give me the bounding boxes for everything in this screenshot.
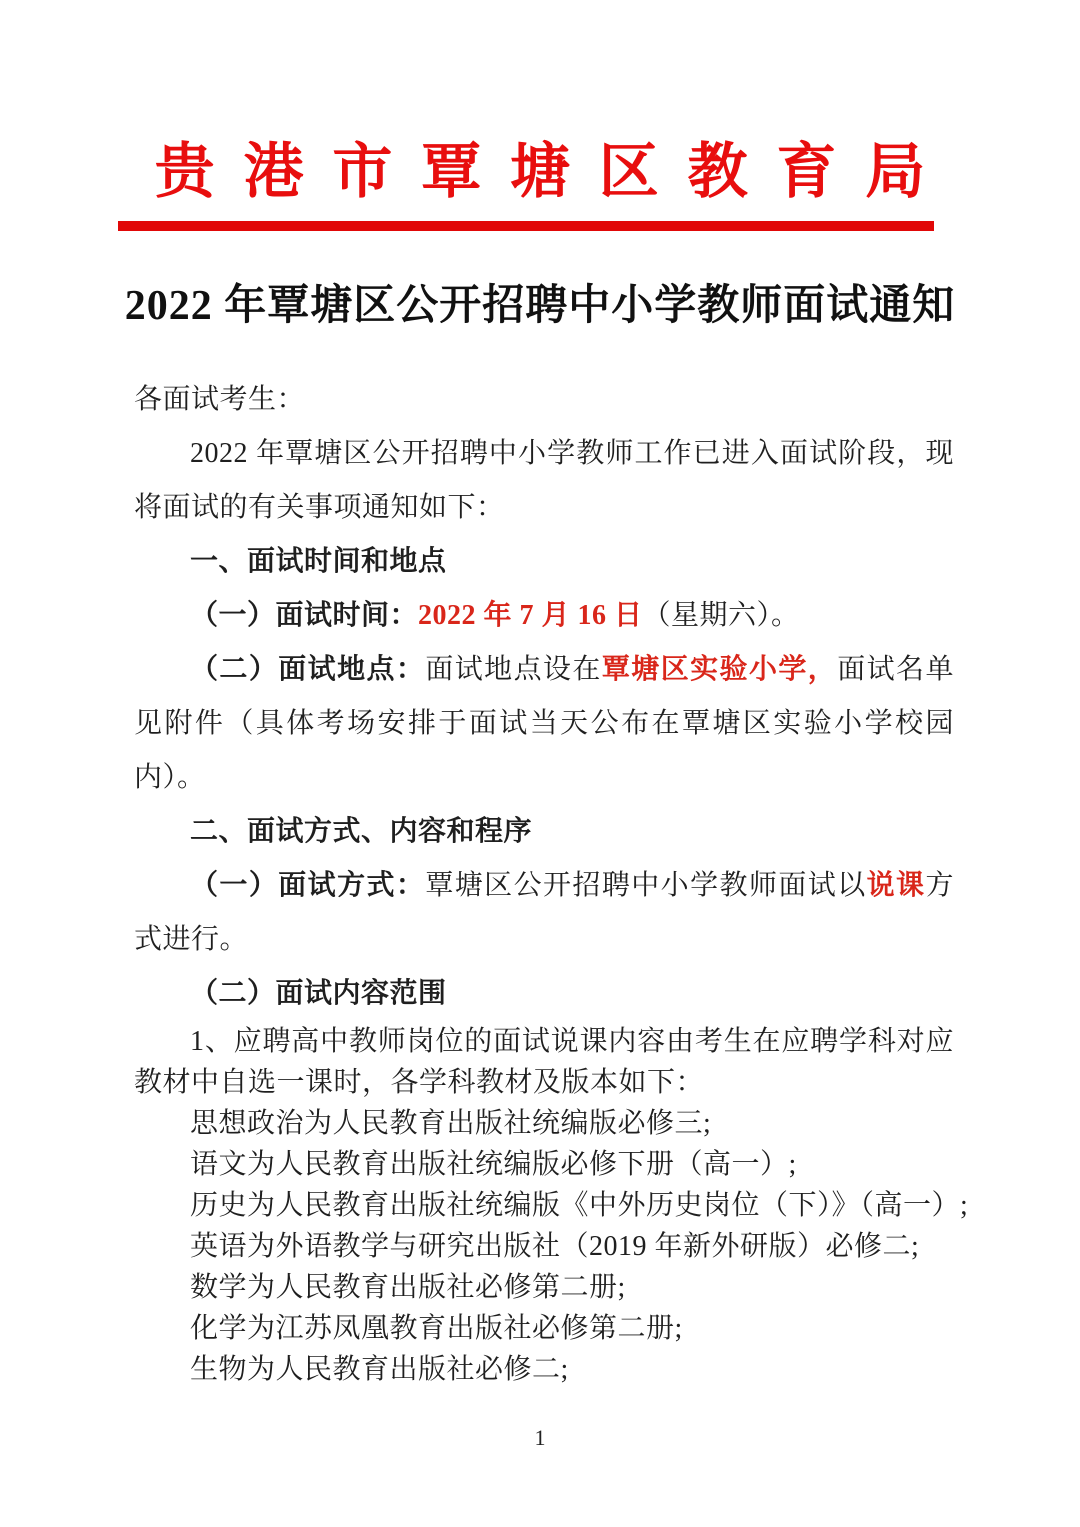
text-segment: （星期六）。 bbox=[642, 600, 800, 632]
subject-english bbox=[134, 1226, 954, 1267]
section-1-heading bbox=[134, 535, 954, 589]
subject-math bbox=[134, 1267, 954, 1308]
text-segment: 方式进行。 bbox=[134, 870, 954, 956]
text-segment: 生物为人民教育出版社必修二; bbox=[190, 1354, 569, 1386]
text-segment: 历史为人民教育出版社统编版《中外历史岗位（下）》（高一）; bbox=[190, 1190, 969, 1222]
interview-location bbox=[134, 643, 954, 805]
text-segment: 英语为外语教学与研究出版社（2019 年新外研版）必修二; bbox=[190, 1231, 920, 1263]
scope-intro bbox=[134, 1021, 954, 1103]
text-segment: 面试名单见附件（具体考场安排于面试当天公布在覃塘区实验小学校园内）。 bbox=[134, 654, 954, 794]
text-segment: 化学为江苏凤凰教育出版社必修第二册; bbox=[190, 1313, 683, 1345]
interview-method bbox=[134, 859, 954, 967]
subject-politics bbox=[134, 1103, 954, 1144]
document-title: 2022 年覃塘区公开招聘中小学教师面试通知 bbox=[124, 283, 956, 329]
agency-name: 贵港市覃塘区教育局 bbox=[154, 139, 954, 205]
text-segment: 各面试考生： bbox=[134, 384, 306, 416]
subject-history bbox=[134, 1185, 969, 1226]
document-body bbox=[134, 373, 969, 1390]
text-segment: 语文为人民教育出版社统编版必修下册（高一）; bbox=[190, 1149, 797, 1181]
text-segment: 2022 年覃塘区公开招聘中小学教师工作已进入面试阶段，现将面试的有关事项通知如下： bbox=[134, 438, 954, 524]
text-segment: 数学为人民教育出版社必修第二册; bbox=[190, 1272, 626, 1304]
red-divider-rule bbox=[118, 221, 934, 231]
subject-chinese bbox=[134, 1144, 954, 1185]
text-segment: 一、面试时间和地点 bbox=[190, 546, 447, 578]
text-segment: （一）面试方式： bbox=[190, 870, 426, 902]
text-segment: （二）面试内容范围 bbox=[190, 978, 447, 1010]
subject-biology bbox=[134, 1349, 954, 1390]
section-2-heading bbox=[134, 805, 954, 859]
text-segment: （二）面试地点： bbox=[190, 654, 426, 686]
text-segment: 思想政治为人民教育出版社统编版必修三; bbox=[190, 1108, 712, 1140]
highlighted-text: 2022 年 7 月 16 日 bbox=[418, 600, 643, 632]
letterhead bbox=[118, 138, 962, 231]
interview-time bbox=[134, 589, 954, 643]
salutation bbox=[134, 373, 954, 427]
page-number: 1 bbox=[534, 1425, 546, 1450]
intro-paragraph bbox=[134, 427, 954, 535]
subject-chemistry bbox=[134, 1308, 954, 1349]
text-segment: 面试地点设在 bbox=[425, 654, 602, 686]
interview-scope-heading bbox=[134, 967, 954, 1021]
text-segment: 二、面试方式、内容和程序 bbox=[190, 816, 533, 848]
highlighted-text: 说课 bbox=[866, 870, 926, 902]
text-segment: 覃塘区公开招聘中小学教师面试以 bbox=[425, 870, 867, 902]
text-segment: 1、应聘高中教师岗位的面试说课内容由考生在应聘学科对应教材中自选一课时，各学科教材及版本如下： bbox=[134, 1026, 954, 1099]
highlighted-text: 覃塘区实验小学， bbox=[601, 654, 838, 686]
text-segment: （一）面试时间： bbox=[190, 600, 419, 632]
